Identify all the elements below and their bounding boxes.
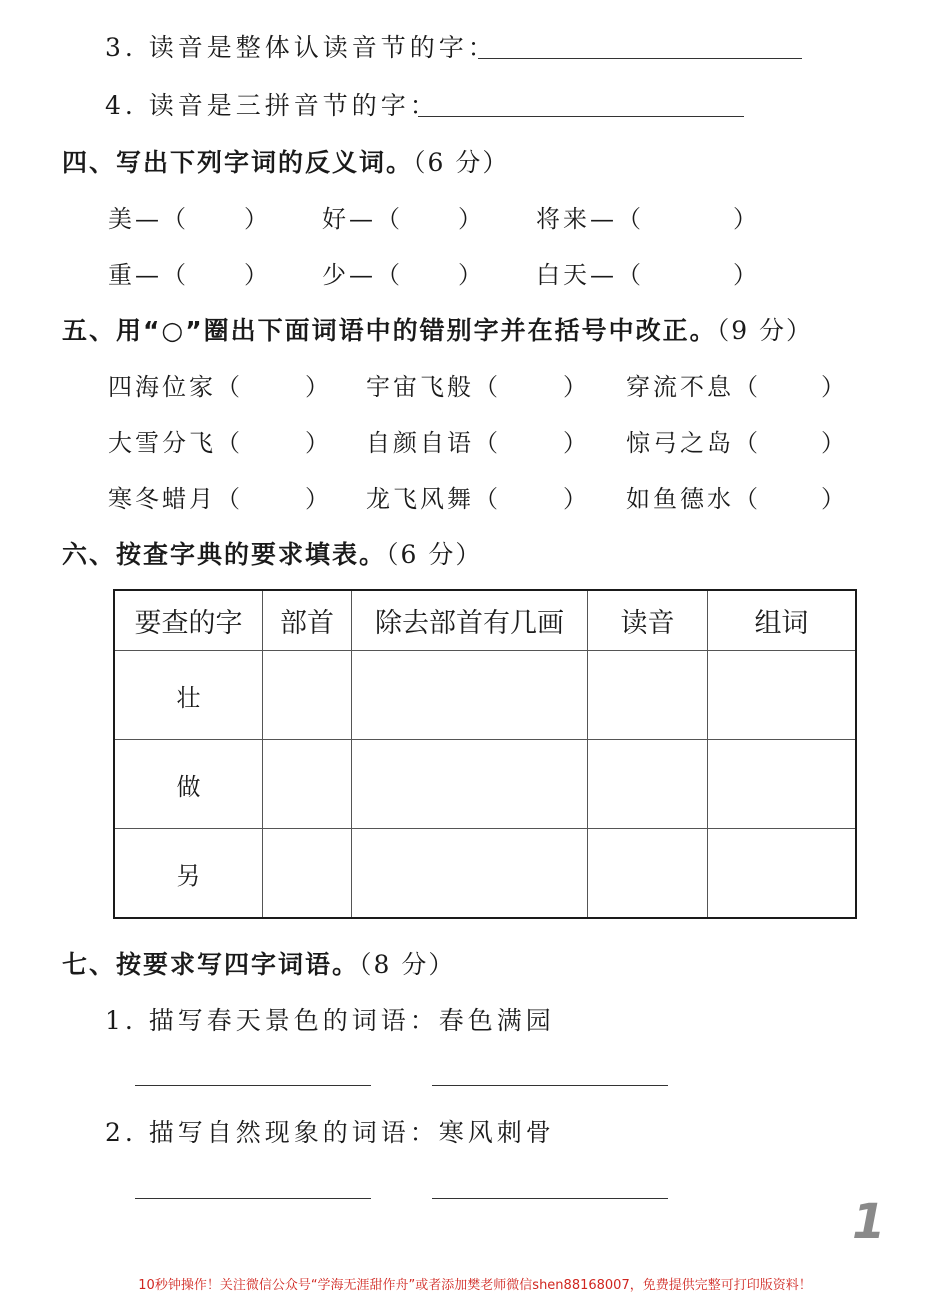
pronunciation-cell[interactable] xyxy=(588,740,708,829)
lookup-char: 另 xyxy=(114,829,263,919)
header-strokes: 除去部首有几画 xyxy=(351,590,587,651)
header-word: 组词 xyxy=(707,590,856,651)
radical-cell[interactable] xyxy=(263,651,352,740)
idiom-close: ） xyxy=(563,429,587,457)
answer-line[interactable] xyxy=(135,1198,371,1199)
antonym-close: ） xyxy=(733,205,757,233)
footer-notice: 10秒钟操作！关注微信公众号“学海无涯甜作舟”或者添加樊老师微信shen88168007，免费提供完整可打印版资料！ xyxy=(138,1278,812,1293)
antonym-item: 少—（ xyxy=(322,261,403,289)
word-cell[interactable] xyxy=(707,740,856,829)
word-cell[interactable] xyxy=(707,829,856,919)
idiom-item: 大雪分飞（ xyxy=(108,429,243,457)
header-pronunciation: 读音 xyxy=(588,590,708,651)
answer-line[interactable] xyxy=(432,1198,668,1199)
table-row xyxy=(114,740,856,829)
radical-cell[interactable] xyxy=(263,829,352,919)
question-4: 4. 读音是三拼音节的字： xyxy=(105,91,439,120)
page-number: 1 xyxy=(852,1194,886,1250)
section-7-heading xyxy=(62,945,455,981)
antonym-close: ） xyxy=(733,261,757,289)
antonym-item: 重—（ xyxy=(108,261,189,289)
lookup-char: 做 xyxy=(114,740,263,829)
idiom-close: ） xyxy=(821,429,845,457)
dictionary-table xyxy=(113,589,857,919)
pronunciation-cell[interactable] xyxy=(588,651,708,740)
section-4-heading xyxy=(62,143,509,179)
idiom-close: ） xyxy=(563,485,587,513)
antonym-item: 白天—（ xyxy=(536,261,644,289)
table-row xyxy=(114,651,856,740)
strokes-cell[interactable] xyxy=(351,740,587,829)
idiom-close: ） xyxy=(305,485,329,513)
idiom-close: ） xyxy=(305,373,329,401)
idiom-item: 穿流不息（ xyxy=(626,373,761,401)
antonym-close: ） xyxy=(458,205,482,233)
header-char: 要查的字 xyxy=(114,590,263,651)
idiom-item: 如鱼德水（ xyxy=(626,485,761,513)
answer-line-q3[interactable] xyxy=(478,58,802,59)
section-5-heading xyxy=(62,311,813,347)
antonym-close: ） xyxy=(244,261,268,289)
pronunciation-cell[interactable] xyxy=(588,829,708,919)
idiom-item: 四海位家（ xyxy=(108,373,243,401)
idiom-close: ） xyxy=(563,373,587,401)
header-radical: 部首 xyxy=(263,590,352,651)
idiom-item: 龙飞风舞（ xyxy=(366,485,501,513)
section-7-title: 七、按要求写四字词语。 xyxy=(62,950,360,979)
antonym-close: ） xyxy=(244,205,268,233)
section-7-points: （8 分） xyxy=(359,950,456,979)
table-header-row xyxy=(114,590,856,651)
idiom-close: ） xyxy=(821,485,845,513)
idiom-close: ） xyxy=(305,429,329,457)
table-row xyxy=(114,829,856,919)
answer-line[interactable] xyxy=(432,1085,668,1086)
strokes-cell[interactable] xyxy=(351,651,587,740)
antonym-item: 美—（ xyxy=(108,205,189,233)
section-7-question-2: 2. 描写自然现象的词语：寒风刺骨 xyxy=(105,1118,555,1147)
section-4-points: （6 分） xyxy=(413,148,510,177)
antonym-close: ） xyxy=(458,261,482,289)
section-4-title: 四、写出下列字词的反义词。 xyxy=(62,148,414,177)
strokes-cell[interactable] xyxy=(351,829,587,919)
word-cell[interactable] xyxy=(707,651,856,740)
section-6-heading xyxy=(62,535,482,571)
radical-cell[interactable] xyxy=(263,740,352,829)
idiom-item: 自颜自语（ xyxy=(366,429,501,457)
section-6-points: （6 分） xyxy=(386,540,483,569)
idiom-item: 寒冬蜡月（ xyxy=(108,485,243,513)
lookup-char: 壮 xyxy=(114,651,263,740)
question-3: 3. 读音是整体认读音节的字： xyxy=(105,33,497,62)
section-5-points: （9 分） xyxy=(716,316,814,345)
section-7-question-1: 1. 描写春天景色的词语：春色满园 xyxy=(105,1006,555,1035)
answer-line-q4[interactable] xyxy=(418,116,744,117)
antonym-item: 将来—（ xyxy=(536,205,644,233)
idiom-item: 宇宙飞般（ xyxy=(366,373,501,401)
idiom-close: ） xyxy=(821,373,845,401)
antonym-item: 好—（ xyxy=(322,205,403,233)
answer-line[interactable] xyxy=(135,1085,371,1086)
idiom-item: 惊弓之岛（ xyxy=(626,429,761,457)
section-5-title: 五、用“○”圈出下面词语中的错别字并在括号中改正。 xyxy=(62,316,717,345)
section-6-title: 六、按查字典的要求填表。 xyxy=(62,540,387,569)
